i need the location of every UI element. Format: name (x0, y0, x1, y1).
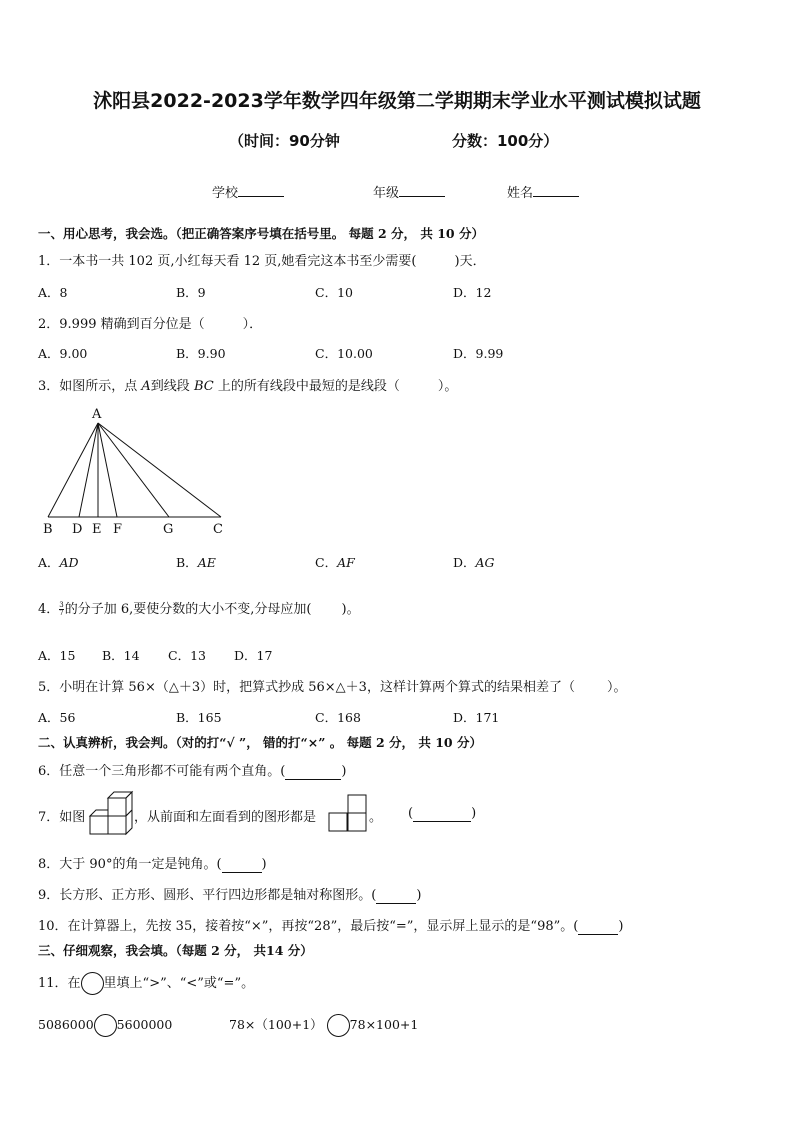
q3-text-end: ）。 (437, 379, 458, 394)
question-5 (38, 676, 626, 695)
q5-option-b: B．165 (176, 710, 222, 725)
exam-score: 分数：100分） (452, 132, 559, 150)
q9-text-end: ) (416, 888, 422, 903)
q11-text-end: 里填上“>”、“<”或“=”。 (103, 976, 255, 991)
exam-title: 沭阳县2022-2023学年数学四年级第二学期期末学业水平测试模拟试题 (93, 90, 701, 112)
q8-answer-blank[interactable] (222, 857, 262, 873)
segment-ac (98, 423, 221, 517)
q4-option-b: B．14 (102, 648, 140, 663)
school-label: 学校 (212, 186, 239, 201)
name-label: 姓名 (507, 186, 534, 201)
q3-text-2: 到线段 (150, 379, 194, 394)
q11-right-b: 78×100+1 (349, 1017, 419, 1032)
label-d: D (72, 522, 83, 537)
q4-fraction-numerator: 3 (59, 601, 64, 609)
q1-option-b: B．9 (176, 285, 206, 300)
label-f: F (113, 522, 123, 537)
q10-text-end: ) (618, 919, 624, 934)
question-8 (38, 853, 267, 873)
q9-text: 9．长方形、正方形、圆形、平行四边形都是轴对称图形。( (38, 888, 377, 903)
q7-end: 。 (369, 810, 383, 825)
q8-text-end: ) (261, 857, 267, 872)
q3-option-b: B．AE (176, 555, 216, 570)
question-6 (38, 760, 346, 780)
cube-bottom-left-top (90, 810, 108, 816)
q7-intro: 7．如图 (38, 810, 86, 825)
question-2 (38, 313, 262, 332)
cube-bottom-right (108, 816, 126, 834)
q3-point-a: A (141, 379, 151, 394)
q1-option-a: A．8 (38, 285, 68, 300)
q3-text: 3．如图所示，点 (38, 379, 142, 394)
grade-blank (399, 184, 445, 197)
segment-ag (98, 423, 169, 517)
q4-fraction (59, 602, 63, 617)
label-g: G (163, 522, 174, 537)
q3-option-d: D．AG (453, 555, 495, 570)
q4-fraction-denominator: 7 (59, 609, 64, 617)
q10-text: 10．在计算器上，先按 35，接着按“×”，再按“28”，最后按“=”，显示屏上显示的是“98”。( (38, 919, 579, 934)
q11-left-a: 5086000 (38, 1017, 94, 1032)
grade-field (373, 182, 445, 201)
label-c: C (213, 522, 223, 537)
exam-time: （时间：90分钟 (229, 132, 340, 150)
view-shape-figure (328, 794, 368, 834)
q11-compare-right (229, 1014, 418, 1037)
q11-compare-left (38, 1014, 172, 1037)
q7-answer: ( ) (408, 806, 477, 821)
cube-top-front (108, 798, 126, 816)
label-e: E (92, 522, 102, 537)
question-10 (38, 915, 623, 935)
q1-text-end: )天． (454, 254, 486, 269)
label-b: B (43, 522, 53, 537)
q10-answer-blank[interactable] (578, 919, 618, 935)
view-top-square (348, 795, 366, 813)
q5-option-c: C．168 (315, 710, 361, 725)
question-11 (38, 972, 254, 995)
q11-left-circle[interactable] (94, 1014, 117, 1037)
q6-text: 6．任意一个三角形都不可能有两个直角。( (38, 764, 286, 779)
q5-option-a: A．56 (38, 710, 76, 725)
q6-text-end: ) (341, 764, 347, 779)
triangle-figure (36, 402, 236, 542)
view-bottom-right-square (348, 813, 366, 831)
q11-text: 11．在 (38, 976, 81, 991)
q4-text-end: )。 (341, 602, 360, 617)
q5-option-d: D．171 (453, 710, 500, 725)
q5-text-end: ）。 (606, 680, 627, 695)
segment-af (98, 423, 117, 517)
name-blank (533, 184, 579, 197)
view-bottom-left-square (329, 813, 347, 831)
q7-answer-blank[interactable] (413, 806, 471, 822)
q3-option-a: A．AD (38, 555, 79, 570)
segment-ad (79, 423, 98, 517)
q3-option-c: C．AF (315, 555, 355, 570)
q4-option-d: D．17 (234, 648, 273, 663)
cube-stack-figure (86, 790, 134, 838)
q4-option-c: C．13 (168, 648, 206, 663)
q2-option-a: A．9.00 (38, 346, 88, 361)
section2-heading: 二、认真辨析，我会判。（对的打“√ ”， 错的打“×” 。 每题 2 分， 共 10 分） (38, 735, 482, 750)
q2-option-d: D．9.99 (453, 346, 504, 361)
q4-number: 4． (38, 602, 60, 617)
q11-left-b: 5600000 (116, 1017, 173, 1032)
question-3 (38, 375, 457, 394)
question-9 (38, 884, 421, 904)
q6-answer-blank[interactable] (285, 764, 341, 780)
label-a: A (92, 407, 102, 422)
q1-option-c: C．10 (315, 285, 353, 300)
q1-text: 1．一本书一共 102 页,小红每天看 12 页,她看完这本书至少需要( (38, 254, 417, 269)
section3-heading: 三、仔细观察，我会填。（每题 2 分， 共14 分） (38, 943, 313, 958)
q3-segment-bc: BC (193, 379, 214, 394)
name-field (507, 182, 579, 201)
school-blank (238, 184, 284, 197)
q11-right-a: 78×（100+1） (229, 1017, 323, 1032)
question-1 (38, 250, 486, 269)
cube-bottom-left (90, 816, 108, 834)
q11-circle-icon (81, 972, 104, 995)
q7-middle: ，从前面和左面看到的图形都是 (134, 810, 317, 825)
q4-option-a: A．15 (38, 648, 76, 663)
section1-heading: 一、用心思考，我会选。（把正确答案序号填在括号里。 每题 2 分， 共 10 分） (38, 226, 484, 241)
q2-text: 2．9.999 精确到百分位是（ (38, 317, 205, 332)
q4-text: 的分子加 6,要使分数的大小不变,分母应加( (64, 602, 312, 617)
q2-option-c: C．10.00 (315, 346, 373, 361)
q2-text-end: ）． (242, 317, 263, 332)
q11-right-circle[interactable] (327, 1014, 350, 1037)
q3-text-3: 上的所有线段中最短的是线段（ (213, 379, 400, 394)
q1-option-d: D．12 (453, 285, 492, 300)
school-field (212, 182, 284, 201)
segment-ab (48, 423, 98, 517)
q9-answer-blank[interactable] (376, 888, 416, 904)
q5-text: 5．小明在计算 56×（△＋3）时，把算式抄成 56×△＋3，这样计算两个算式的结果相差了（ (38, 680, 575, 695)
q8-text: 8．大于 90°的角一定是钝角。( (38, 857, 222, 872)
question-4 (38, 598, 360, 617)
q2-option-b: B．9.90 (176, 346, 226, 361)
grade-label: 年级 (373, 186, 400, 201)
